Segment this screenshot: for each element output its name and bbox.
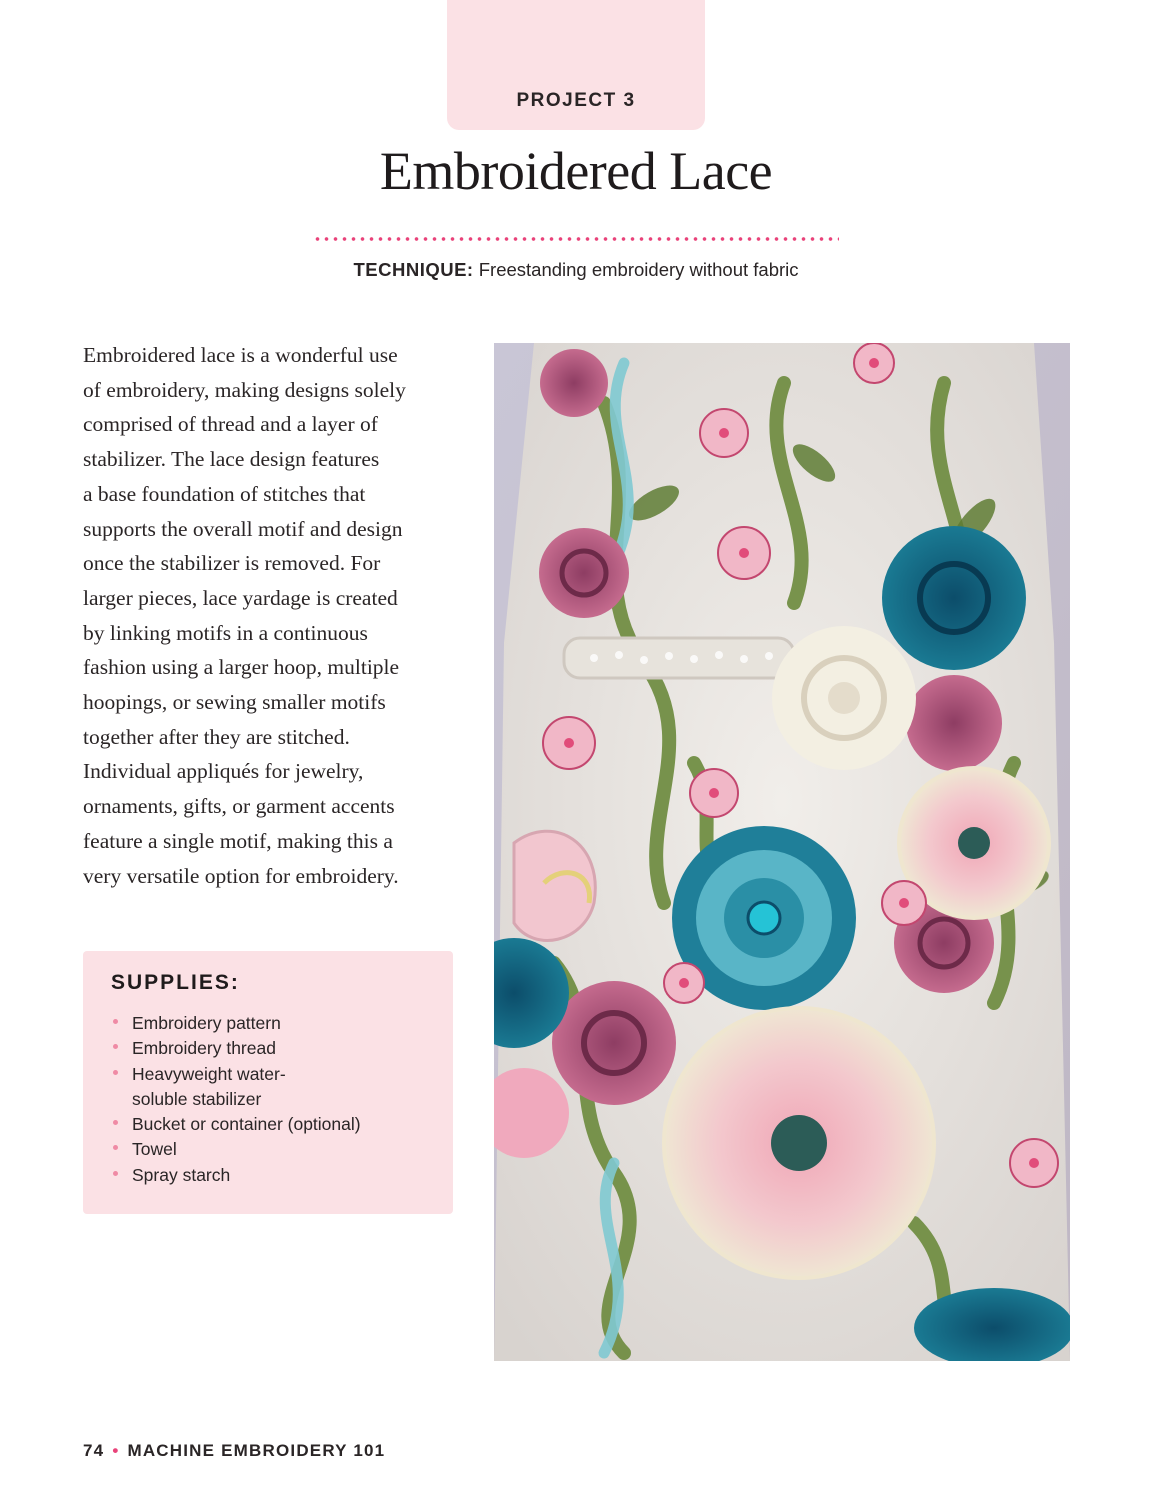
- supply-item-text: Towel: [132, 1139, 177, 1160]
- intro-line: ornaments, gifts, or garment accents: [83, 794, 395, 819]
- intro-line: together after they are stitched.: [83, 724, 350, 749]
- intro-line: very versatile option for embroidery.: [83, 863, 399, 888]
- supply-item-text-continued: soluble stabilizer: [132, 1088, 262, 1109]
- intro-line: stabilizer. The lace design features: [83, 447, 380, 472]
- page-footer: [83, 1441, 385, 1461]
- intro-line: feature a single motif, making this a: [83, 828, 393, 853]
- intro-line: Embroidered lace is a wonderful use: [83, 343, 398, 367]
- intro-paragraph: [83, 338, 458, 893]
- intro-line: supports the overall motif and design: [83, 516, 403, 541]
- footer-separator: •: [112, 1441, 120, 1460]
- intro-line: fashion using a larger hoop, multiple: [83, 655, 400, 680]
- technique-label: TECHNIQUE:: [353, 259, 474, 280]
- book-title: MACHINE EMBROIDERY 101: [127, 1441, 386, 1460]
- technique-line: [0, 259, 1152, 281]
- technique-text: Freestanding embroidery without fabric: [478, 259, 799, 280]
- lace-dress-illustration: [494, 343, 1070, 1361]
- supply-item-text: Embroidery pattern: [132, 1013, 281, 1033]
- intro-line: a base foundation of stitches that: [83, 481, 366, 506]
- supplies-title: SUPPLIES:: [111, 971, 240, 994]
- supply-item: [111, 1062, 361, 1113]
- project-label: PROJECT 3: [516, 90, 636, 111]
- intro-line: Individual appliqués for jewelry,: [83, 759, 364, 784]
- dotted-divider: [313, 236, 839, 242]
- intro-line: hoopings, or sewing smaller motifs: [83, 690, 386, 715]
- supplies-box: [83, 951, 453, 1214]
- supply-item-text: Spray starch: [132, 1164, 231, 1185]
- supply-item: [111, 1011, 361, 1036]
- supply-item: [111, 1112, 361, 1137]
- supply-item: [111, 1036, 361, 1061]
- page-number: 74: [83, 1441, 105, 1460]
- intro-line: once the stabilizer is removed. For: [83, 551, 381, 576]
- intro-line: of embroidery, making designs solely: [83, 377, 406, 402]
- project-tab: [447, 0, 705, 130]
- supply-item: [111, 1163, 361, 1188]
- lace-dress-photo: [494, 343, 1070, 1361]
- supply-item-text: Heavyweight water-: [132, 1063, 286, 1084]
- intro-line: by linking motifs in a continuous: [83, 620, 368, 645]
- supplies-list: [111, 1011, 361, 1188]
- supply-item-text: Embroidery thread: [132, 1038, 276, 1059]
- page-title: Embroidered Lace: [379, 141, 773, 201]
- intro-line: comprised of thread and a layer of: [83, 412, 378, 437]
- supply-item-text: Bucket or container (optional): [132, 1114, 361, 1135]
- supply-item: [111, 1137, 361, 1162]
- intro-line: larger pieces, lace yardage is created: [83, 585, 398, 610]
